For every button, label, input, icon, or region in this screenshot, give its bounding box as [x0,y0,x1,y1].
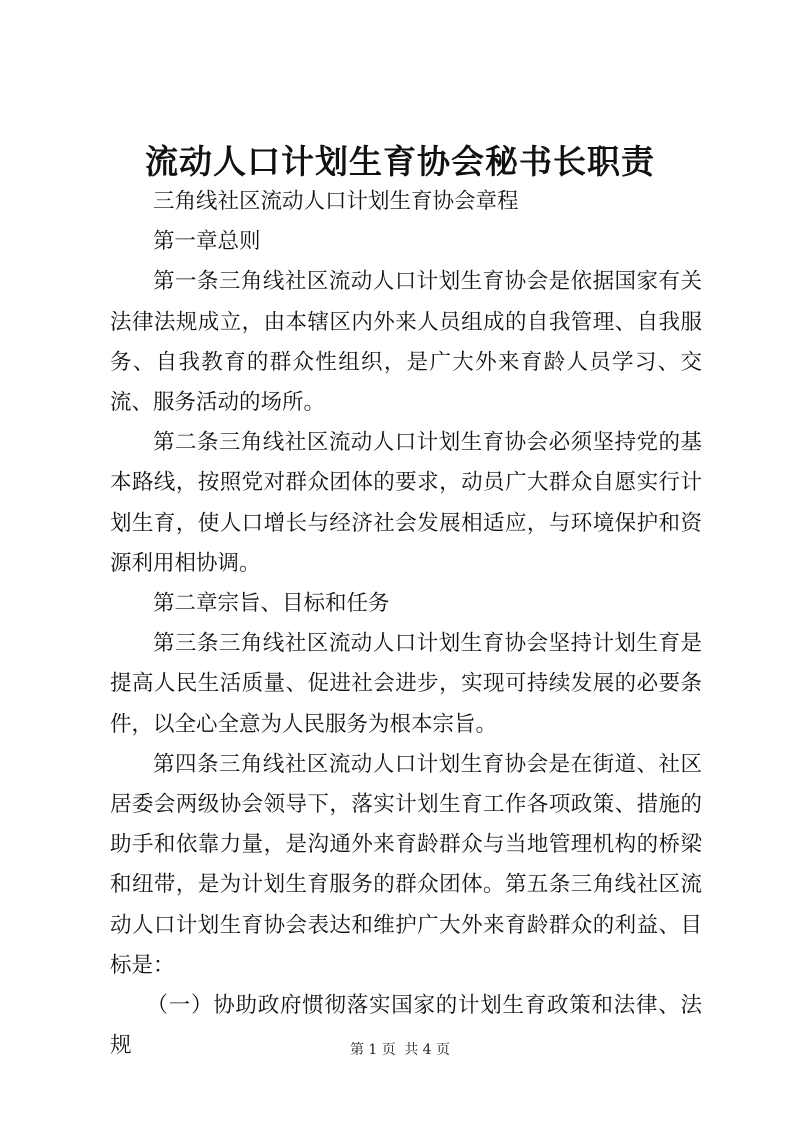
page-number: 第 1 页 [349,1042,396,1058]
document-body [110,182,702,1066]
paragraph-chapter-2-heading: 第二章宗旨、目标和任务 [153,591,390,617]
paragraph-article-4-5: 第四条三角线社区流动人口计划生育协会是在街道、社区居委会两级协会领导下，落实计划生育工作各项政策、措施的助手和依靠力量，是沟通外来育龄群众与当地管理机构的桥梁和纽带，是为计划生育服务的群众团体。第五条三角线社区流动人口计划生育协会表达和维护广大外来育龄群众的利益、目标是： [110,751,702,978]
paragraph-item-1: （一）协助政府惯彻落实国家的计划生育政策和法律、法规 [110,993,702,1059]
page-total: 共 4 页 [404,1042,451,1058]
paragraph-chapter-1-heading: 第一章总则 [153,229,261,255]
page-footer [0,1040,800,1060]
paragraph-subtitle: 三角线社区流动人口计划生育协会章程 [153,189,519,214]
paragraph-article-3: 第三条三角线社区流动人口计划生育协会坚持计划生育是提高人民生活质量、促进社会进步，实现可持续发展的必要条件，以全心全意为人民服务为根本宗旨。 [110,631,702,737]
document-title: 流动人口计划生育协会秘书长职责 [145,142,655,181]
paragraph-article-1: 第一条三角线社区流动人口计划生育协会是依据国家有关法律法规成立，由本辖区内外来人员组成的自我管理、自我服务、自我教育的群众性组织，是广大外来育龄人员学习、交流、服务活动的场所。 [110,269,702,416]
paragraph-article-2: 第二条三角线社区流动人口计划生育协会必须坚持党的基本路线，按照党对群众团体的要求，动员广大群众自愿实行计划生育，使人口增长与经济社会发展相适应，与环境保护和资源利用相协调。 [110,430,702,576]
